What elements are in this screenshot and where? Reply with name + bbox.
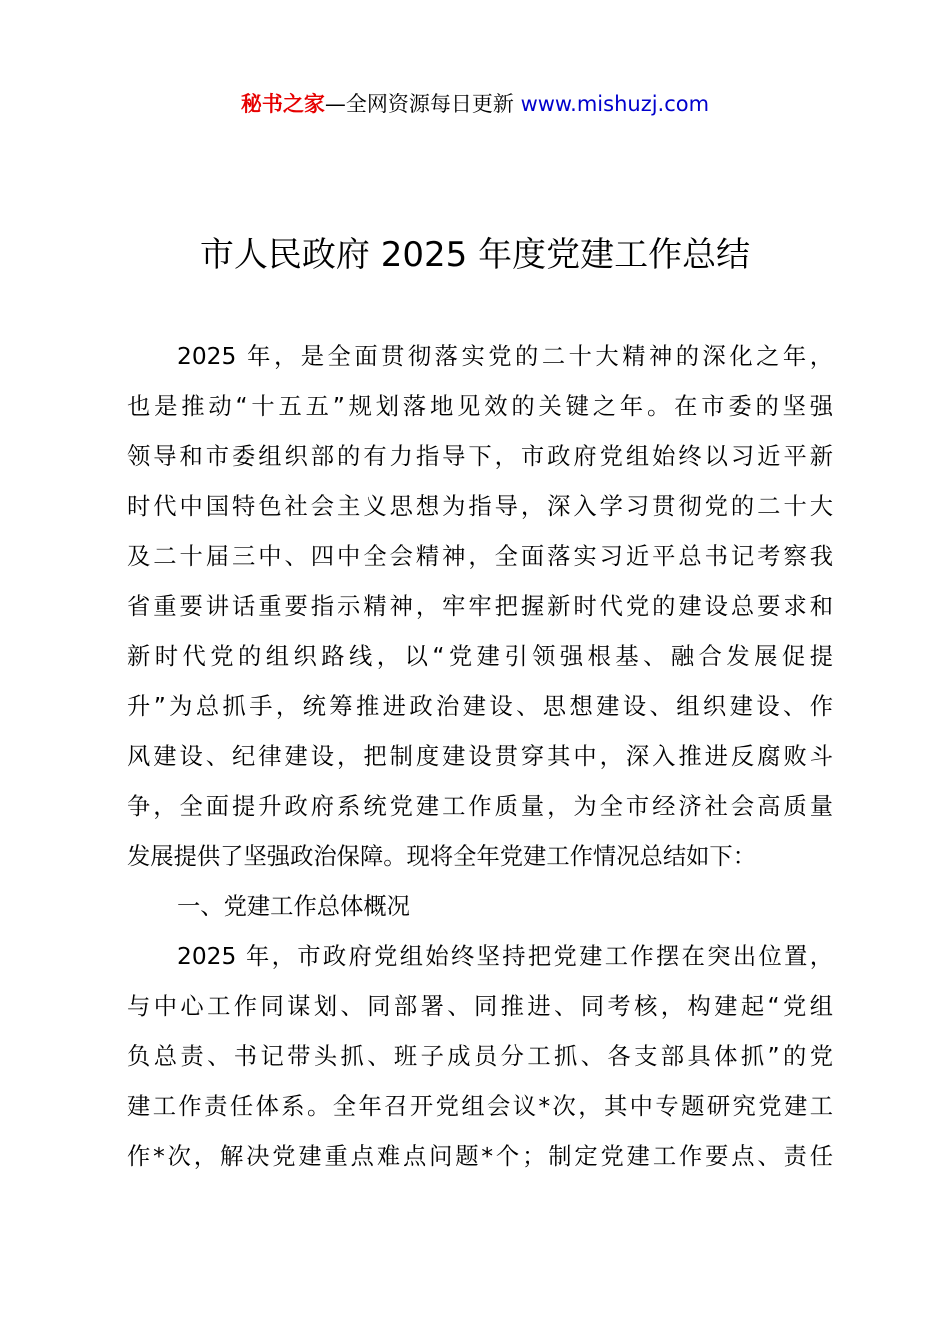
document-title: 市人民政府 2025 年度党建工作总结 <box>199 235 751 275</box>
paragraph-line: 也是推动“十五五”规划落地见效的关键之年。在市委的坚强 <box>127 393 833 420</box>
paragraph-line: 领导和市委组织部的有力指导下，市政府党组始终以习近平新 <box>127 443 833 470</box>
section-heading: 一、党建工作总体概况 <box>177 893 410 920</box>
document-body <box>127 332 833 1182</box>
paragraph-line: 时代中国特色社会主义思想为指导，深入学习贯彻党的二十大 <box>127 493 833 520</box>
paragraph-line: 发展提供了坚强政治保障。现将全年党建工作情况总结如下： <box>127 843 757 870</box>
paragraph-line: 2025 年，是全面贯彻落实党的二十大精神的深化之年， <box>177 343 833 370</box>
website-link[interactable]: www.mishuzj.com <box>520 92 710 116</box>
site-header <box>0 88 950 120</box>
header-slogan: —全网资源每日更新 <box>324 92 521 116</box>
paragraph-line: 新时代党的组织路线，以“党建引领强根基、融合发展促提 <box>127 643 833 670</box>
paragraph-line: 省重要讲话重要指示精神，牢牢把握新时代党的建设总要求和 <box>127 593 833 620</box>
paragraph-line: 与中心工作同谋划、同部署、同推进、同考核，构建起“党组 <box>127 993 833 1020</box>
paragraph-line: 升”为总抓手，统筹推进政治建设、思想建设、组织建设、作 <box>127 693 833 720</box>
paragraph-line: 2025 年，市政府党组始终坚持把党建工作摆在突出位置， <box>177 943 833 970</box>
paragraph-line: 及二十届三中、四中全会精神，全面落实习近平总书记考察我 <box>127 543 833 570</box>
paragraph-line: 争，全面提升政府系统党建工作质量，为全市经济社会高质量 <box>127 793 833 820</box>
paragraph-line: 建工作责任体系。全年召开党组会议*次，其中专题研究党建工 <box>127 1093 833 1120</box>
paragraph-line: 负总责、书记带头抓、班子成员分工抓、各支部具体抓”的党 <box>127 1043 833 1070</box>
paragraph-line: 作*次，解决党建重点难点问题*个；制定党建工作要点、责任 <box>127 1143 833 1170</box>
brand-name: 秘书之家 <box>240 92 325 116</box>
paragraph-line: 风建设、纪律建设，把制度建设贯穿其中，深入推进反腐败斗 <box>127 743 833 770</box>
